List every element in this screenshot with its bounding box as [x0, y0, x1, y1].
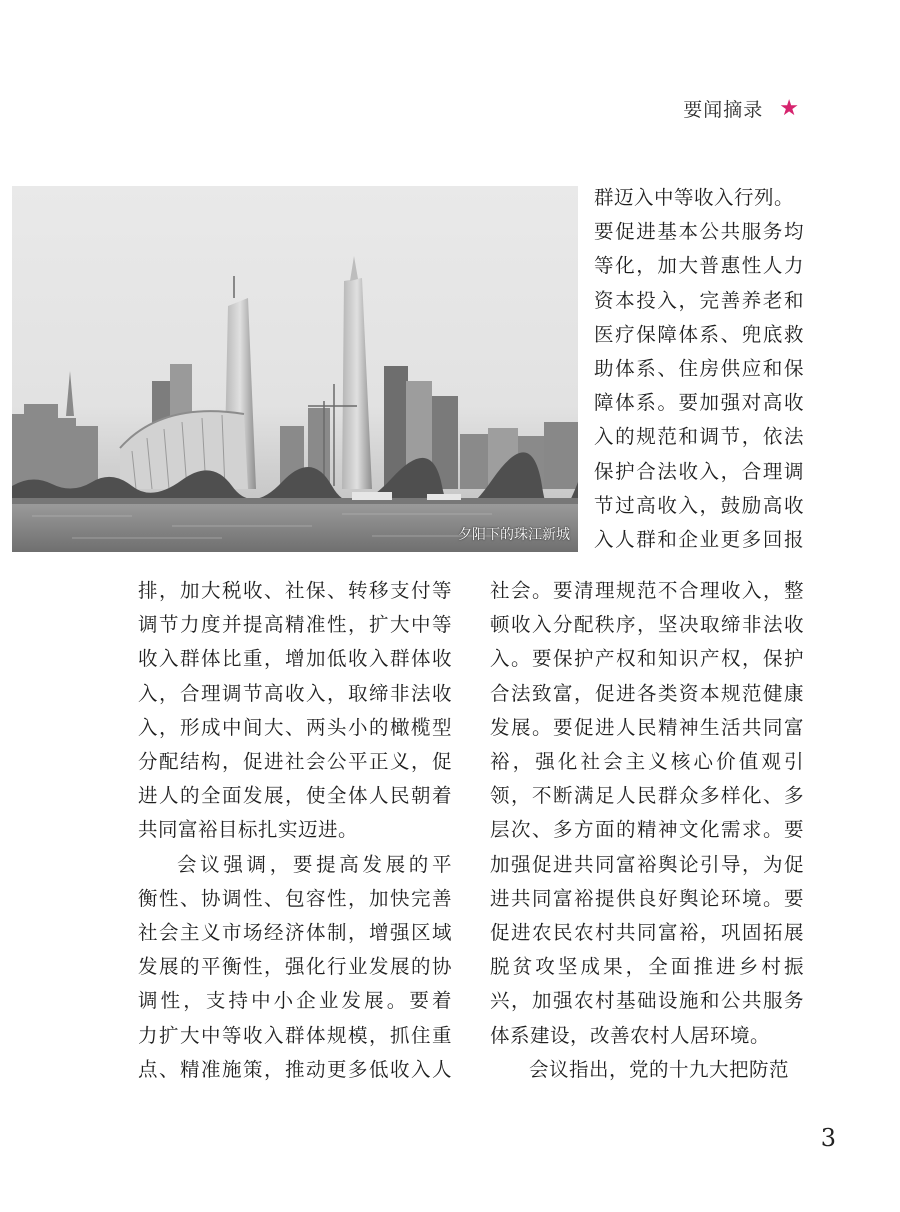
text-line: 入，合理调节高收入，取缔非法收 [138, 681, 452, 705]
text-line: 资本投入，完善养老和 [594, 288, 804, 312]
text-line: 会议强调，要提高发展的平 [177, 852, 452, 876]
text-line: 调节力度并提高精准性，扩大中等 [138, 613, 452, 637]
column-left [138, 574, 452, 1087]
text-line: 保护合法收入，合理调 [594, 459, 804, 483]
text-line: 发展的平衡性，强化行业发展的协 [138, 955, 452, 979]
text-line: 群迈入中等收入行列。 [594, 186, 795, 209]
text-line: 层次、多方面的精神文化需求。要 [490, 818, 804, 842]
text-line: 点、精准施策，推动更多低收入人 [138, 1057, 452, 1081]
text-line: 进共同富裕提供良好舆论环境。要 [490, 886, 804, 910]
column-right-top [594, 181, 804, 557]
text-line: 障体系。要加强对高收 [594, 391, 804, 415]
text-line: 裕，强化社会主义核心价值观引 [490, 750, 804, 774]
text-line: 加强促进共同富裕舆论引导，为促 [490, 852, 804, 876]
text-line: 衡性、协调性、包容性，加快完善 [138, 886, 452, 910]
text-line: 力扩大中等收入群体规模，抓住重 [138, 1023, 452, 1047]
star-icon: ★ [779, 95, 800, 121]
text-line: 共同富裕目标扎实迈进。 [138, 818, 359, 842]
city-skyline-photo [12, 186, 578, 552]
text-line: 医疗保障体系、兜底救 [594, 322, 804, 346]
photo-caption: 夕阳下的珠江新城 [458, 527, 570, 543]
text-line: 会议指出，党的十九大把防范 [529, 1057, 790, 1081]
text-line: 节过高收入，鼓励高收 [594, 493, 804, 517]
text-line: 等化，加大普惠性人力 [594, 254, 804, 278]
text-line: 领，不断满足人民群众多样化、多 [490, 784, 804, 808]
text-line: 收入群体比重，增加低收入群体收 [138, 647, 452, 671]
text-line: 社会主义市场经济体制，增强区域 [138, 921, 452, 945]
text-line: 兴，加强农村基础设施和公共服务 [490, 989, 804, 1013]
text-line: 助体系、住房供应和保 [594, 357, 804, 381]
text-line: 合法致富，促进各类资本规范健康 [490, 681, 804, 705]
text-line: 入，形成中间大、两头小的橄榄型 [138, 715, 452, 739]
section-title: 要闻摘录 [683, 99, 764, 121]
skyline-illustration [12, 186, 578, 552]
column-right-bottom [490, 574, 804, 1087]
text-line: 入人群和企业更多回报 [594, 528, 804, 552]
section-header [683, 95, 800, 122]
text-line: 调性，支持中小企业发展。要着 [138, 989, 452, 1013]
text-line: 要促进基本公共服务均 [594, 220, 804, 244]
text-line: 入的规范和调节，依法 [594, 425, 804, 449]
text-line: 排，加大税收、社保、转移支付等 [138, 579, 452, 602]
page-number: 3 [820, 1124, 836, 1152]
text-line: 体系建设，改善农村人居环境。 [490, 1023, 771, 1047]
text-line: 进人的全面发展，使全体人民朝着 [138, 784, 452, 808]
text-line: 脱贫攻坚成果，全面推进乡村振 [490, 955, 804, 979]
text-line: 促进农民农村共同富裕，巩固拓展 [490, 921, 804, 945]
text-line: 分配结构，促进社会公平正义，促 [138, 750, 452, 774]
text-line: 顿收入分配秩序，坚决取缔非法收 [490, 613, 804, 637]
text-line: 发展。要促进人民精神生活共同富 [490, 715, 804, 739]
text-line: 社会。要清理规范不合理收入，整 [490, 579, 804, 602]
text-line: 入。要保护产权和知识产权，保护 [490, 647, 804, 671]
